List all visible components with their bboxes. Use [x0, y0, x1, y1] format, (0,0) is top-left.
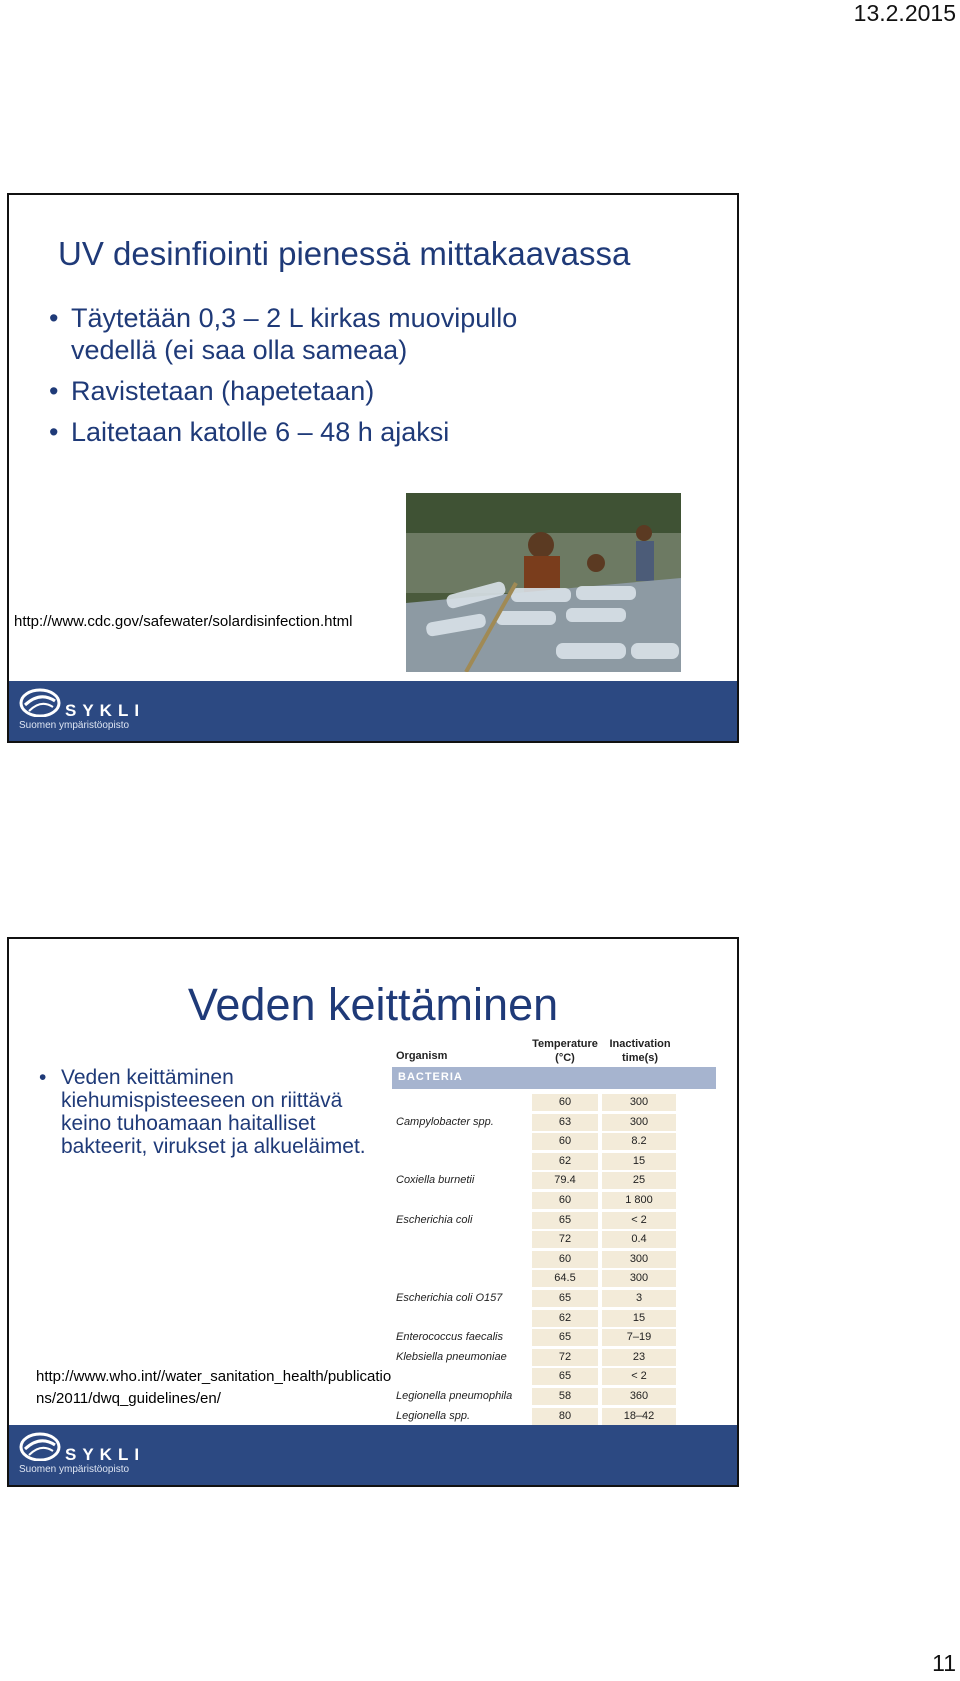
slide-boiling-water: [7, 937, 739, 1487]
organism-cell: Coxiella burnetii: [396, 1174, 475, 1187]
inactivation-time-cell: 300: [602, 1270, 676, 1287]
temperature-cell: 64.5: [532, 1270, 598, 1287]
inactivation-time-cell: 25: [602, 1172, 676, 1189]
table-row: [392, 1132, 716, 1152]
table-row: [392, 1093, 716, 1113]
temperature-cell: 80: [532, 1408, 598, 1425]
temperature-cell: 60: [532, 1094, 598, 1111]
slide-title: UV desinfiointi pienessä mittakaavassa: [58, 235, 631, 272]
temperature-cell: 79.4: [532, 1172, 598, 1189]
table-row: [392, 1152, 716, 1172]
table-row: [392, 1407, 716, 1427]
temperature-cell: 72: [532, 1349, 598, 1366]
bullet-list: [49, 302, 609, 457]
inactivation-time-cell: 300: [602, 1094, 676, 1111]
organism-cell: [392, 1133, 528, 1150]
temperature-cell: 62: [532, 1310, 598, 1327]
bullet-item: • Ravistetaan (hapetetaan): [49, 375, 609, 407]
bullet-item: • Laitetaan katolle 6 – 48 h ajaksi: [49, 416, 609, 448]
organism-cell: Legionella spp.: [396, 1409, 471, 1422]
header-organism: Organism: [396, 1050, 448, 1062]
inactivation-time-cell: 1 800: [602, 1192, 676, 1209]
bullet-list: [39, 1066, 379, 1158]
table-row: [392, 1191, 716, 1211]
table-row: [392, 1328, 716, 1348]
section-label: BACTERIA: [398, 1071, 463, 1083]
sykli-logo-icon: [19, 1431, 61, 1461]
footer-bar: [9, 1425, 737, 1485]
sykli-logo: [19, 687, 149, 737]
print-date: 13.2.2015: [853, 0, 956, 26]
table-row: [392, 1230, 716, 1250]
temperature-cell: 62: [532, 1153, 598, 1170]
inactivation-table: [392, 1037, 716, 1449]
organism-cell: [392, 1231, 528, 1248]
temperature-cell: 65: [532, 1329, 598, 1346]
organism-cell: [392, 1192, 528, 1209]
temperature-cell: 60: [532, 1192, 598, 1209]
header-temperature: Temperature (°C): [532, 1038, 598, 1064]
organism-cell: [392, 1368, 528, 1385]
inactivation-time-cell: 15: [602, 1310, 676, 1327]
organism-cell: Legionella pneumophila: [396, 1389, 513, 1402]
table-row: [392, 1387, 716, 1407]
slide-title: Veden keittäminen: [187, 979, 559, 1030]
inactivation-time-cell: 300: [602, 1251, 676, 1268]
sykli-logo: [19, 1431, 149, 1481]
logo-name: SYKLI: [65, 1445, 146, 1464]
bullet-item: • Täytetään 0,3 – 2 L kirkas muovipullo vedellä (ei saa olla sameaa): [49, 302, 609, 366]
inactivation-time-cell: < 2: [602, 1368, 676, 1385]
inactivation-time-cell: 300: [602, 1114, 676, 1131]
section-band: [392, 1067, 716, 1089]
slide-uv-disinfection: [7, 193, 739, 743]
inactivation-time-cell: 23: [602, 1349, 676, 1366]
organism-cell: Enterococcus faecalis: [396, 1331, 503, 1344]
organism-cell: [392, 1094, 528, 1111]
table-row: [392, 1289, 716, 1309]
organism-cell: [392, 1270, 528, 1287]
temperature-cell: 72: [532, 1231, 598, 1248]
page-number: 11: [932, 1650, 956, 1676]
source-link[interactable]: http://www.who.int//water_sanitation_health/publications/2011/dwq_guidelines/en/: [36, 1368, 392, 1407]
inactivation-time-cell: < 2: [602, 1212, 676, 1229]
table-row: [392, 1113, 716, 1133]
organism-cell: Campylobacter spp.: [396, 1115, 494, 1128]
bullet-item: • Veden keittäminen kiehumispisteeseen on riittävä keino tuhoamaan haitalliset bakteerit, virukset ja alkueläimet.: [39, 1066, 379, 1158]
inactivation-time-cell: 3: [602, 1290, 676, 1307]
temperature-cell: 63: [532, 1114, 598, 1131]
organism-cell: [392, 1251, 528, 1268]
inactivation-time-cell: 7–19: [602, 1329, 676, 1346]
inactivation-time-cell: 18–42: [602, 1408, 676, 1425]
table-row: [392, 1309, 716, 1329]
source-link[interactable]: http://www.cdc.gov/safewater/solardisinfection.html: [14, 613, 353, 630]
organism-cell: [392, 1310, 528, 1327]
table-row: [392, 1367, 716, 1387]
temperature-cell: 65: [532, 1368, 598, 1385]
organism-cell: [392, 1153, 528, 1170]
table-row: [392, 1171, 716, 1191]
organism-cell: Escherichia coli O157: [396, 1291, 503, 1304]
organism-cell: Escherichia coli: [396, 1213, 473, 1226]
temperature-cell: 65: [532, 1212, 598, 1229]
table-row: [392, 1250, 716, 1270]
table-row: [392, 1348, 716, 1368]
temperature-cell: 65: [532, 1290, 598, 1307]
temperature-cell: 60: [532, 1251, 598, 1268]
table-body: [392, 1093, 716, 1446]
logo-name: SYKLI: [65, 701, 146, 720]
logo-subtitle: Suomen ympäristöopisto: [19, 1464, 130, 1475]
inactivation-time-cell: 15: [602, 1153, 676, 1170]
table-row: [392, 1211, 716, 1231]
temperature-cell: 60: [532, 1133, 598, 1150]
inactivation-time-cell: 360: [602, 1388, 676, 1405]
organism-cell: Klebsiella pneumoniae: [396, 1350, 507, 1363]
footer-bar: [9, 681, 737, 741]
inactivation-time-cell: 0.4: [602, 1231, 676, 1248]
logo-subtitle: Suomen ympäristöopisto: [19, 720, 130, 731]
sykli-logo-icon: [19, 687, 61, 717]
table-row: [392, 1269, 716, 1289]
header-inactivation: Inactivation time(s): [609, 1038, 671, 1064]
solar-disinfection-photo: [406, 493, 681, 672]
inactivation-time-cell: 8.2: [602, 1133, 676, 1150]
temperature-cell: 58: [532, 1388, 598, 1405]
